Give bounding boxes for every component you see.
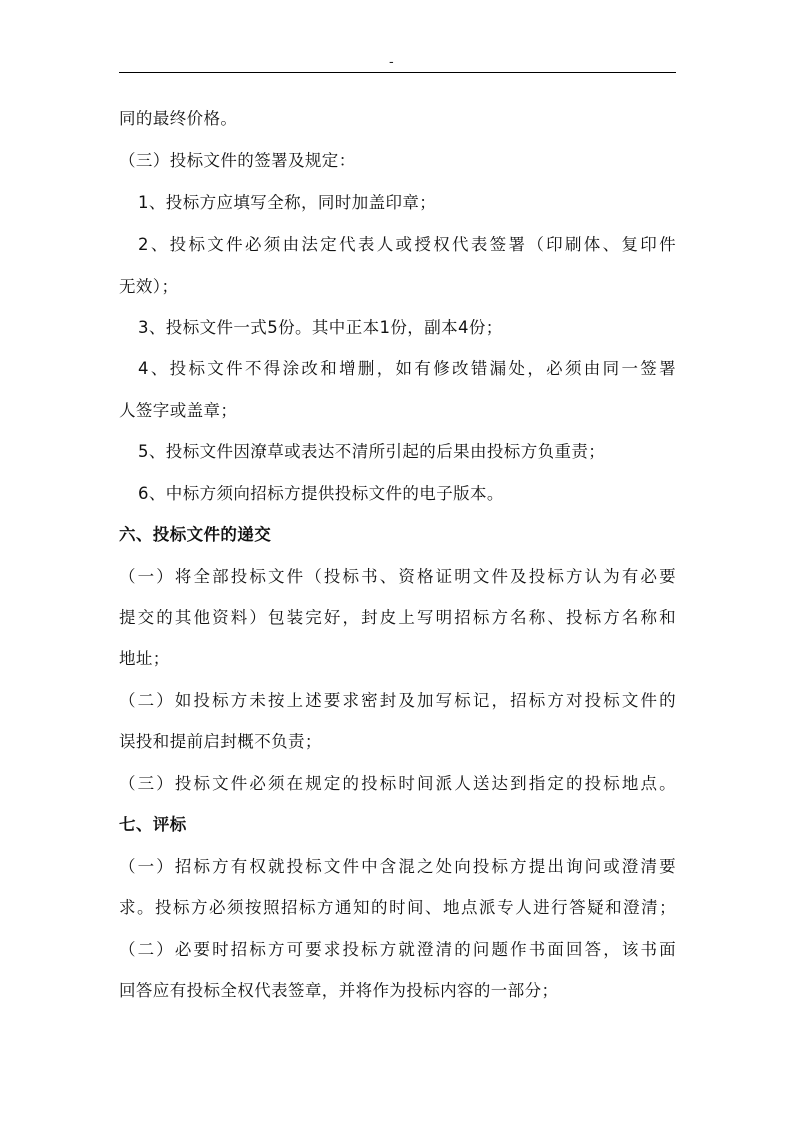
text-line: 提交的其他资料）包装完好，封皮上写明招标方名称、投标方名称和 (119, 608, 676, 627)
text-line: 回答应有投标全权代表签章，并将作为投标内容的一部分； (119, 981, 559, 1000)
text-line: 4、投标文件不得涂改和增删，如有修改错漏处，必须由同一签署 (138, 359, 676, 378)
text-line: 6、中标方须向招标方提供投标文件的电子版本。 (138, 484, 504, 503)
text-line: 5、投标文件因潦草或表达不清所引起的后果由投标方负重责； (138, 442, 606, 461)
text-line: 2、投标文件必须由法定代表人或授权代表签署（印刷体、复印件 (138, 235, 676, 254)
text-line: 同的最终价格。 (119, 109, 238, 128)
text-line: 地址； (119, 649, 170, 668)
section-heading: 六、投标文件的递交 (119, 525, 272, 544)
text-line: （一）将全部投标文件（投标书、资格证明文件及投标方认为有必要 (119, 567, 676, 586)
text-line: （二）如投标方未按上述要求密封及加写标记，招标方对投标文件的 (119, 691, 676, 710)
section-heading: 七、评标 (119, 815, 187, 834)
header-rule (119, 72, 676, 73)
text-line: 误投和提前启封概不负责； (119, 732, 322, 751)
page-header-mark: - (389, 55, 394, 70)
text-line: 求。投标方必须按照招标方通知的时间、地点派专人进行答疑和澄清； (119, 898, 676, 917)
text-line: （三）投标文件的签署及规定： (119, 151, 356, 170)
text-line: （一）招标方有权就投标文件中含混之处向投标方提出询问或澄清要 (119, 857, 676, 876)
text-line: 3、投标文件一式5份。其中正本1份，副本4份； (138, 318, 503, 337)
text-line: （三）投标文件必须在规定的投标时间派人送达到指定的投标地点。 (119, 774, 676, 793)
text-line: 无效）； (119, 277, 179, 296)
text-line: 人签字或盖章； (119, 401, 238, 420)
text-line: 1、投标方应填写全称，同时加盖印章； (138, 193, 437, 212)
text-line: （二）必要时招标方可要求投标方就澄清的问题作书面回答，该书面 (119, 940, 676, 959)
